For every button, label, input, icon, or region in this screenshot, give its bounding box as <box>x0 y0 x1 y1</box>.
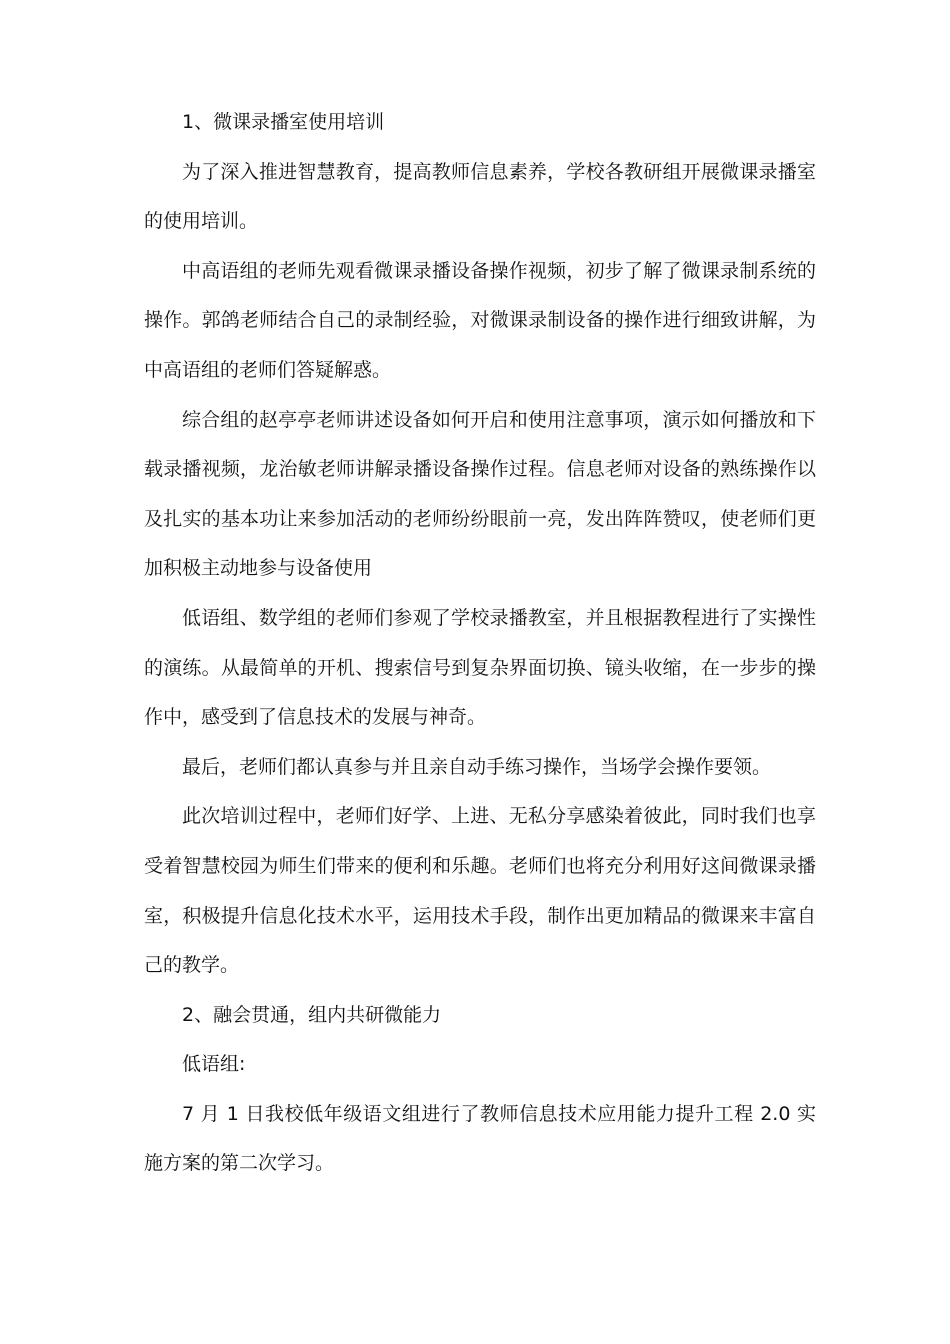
paragraph-finally: 最后，老师们都认真参与并且亲自动手练习操作，当场学会操作要领。 <box>182 755 772 778</box>
document-body <box>144 98 816 1189</box>
section-heading-1: 1、微课录播室使用培训 <box>182 111 385 133</box>
section-heading-2: 2、融会贯通，组内共研微能力 <box>182 1003 442 1026</box>
paragraph-lower-chinese-label: 低语组: <box>182 1053 246 1076</box>
paragraph-summary: 此次培训过程中，老师们好学、上进、无私分享感染着彼此，同时我们也享受着智慧校园为师生们带来的便利和乐趣。老师们也将充分利用好这间微课录播室，积极提升信息化技术水平，运用技术手段，制作出更加精品的微课来丰富自己的教学。 <box>144 805 816 977</box>
paragraph-intro: 为了深入推进智慧教育，提高教师信息素养，学校各教研组开展微课录播室的使用培训。 <box>144 160 816 233</box>
paragraph-lower-chinese-math-group: 低语组、数学组的老师们参观了学校录播教室，并且根据教程进行了实操性的演练。从最简单的开机、搜索信号到复杂界面切换、镜头收缩，在一步步的操作中，感受到了信息技术的发展与神奇。 <box>144 606 816 729</box>
paragraph-upper-chinese-group: 中高语组的老师先观看微课录播设备操作视频，初步了解了微课录制系统的操作。郭鸽老师结合自己的录制经验，对微课录制设备的操作进行细致讲解，为中高语组的老师们答疑解惑。 <box>144 259 816 381</box>
paragraph-july-study: 7 月 1 日我校低年级语文组进行了教师信息技术应用能力提升工程 2.0 实施方案的第二次学习。 <box>144 1102 816 1175</box>
paragraph-comprehensive-group: 综合组的赵亭亭老师讲述设备如何开启和使用注意事项，演示如何播放和下载录播视频，龙治敏老师讲解录播设备操作过程。信息老师对设备的熟练操作以及扎实的基本功让来参加活动的老师纷纷眼前一亮，发出阵阵赞叹，使老师们更加积极主动地参与设备使用 <box>144 408 816 580</box>
